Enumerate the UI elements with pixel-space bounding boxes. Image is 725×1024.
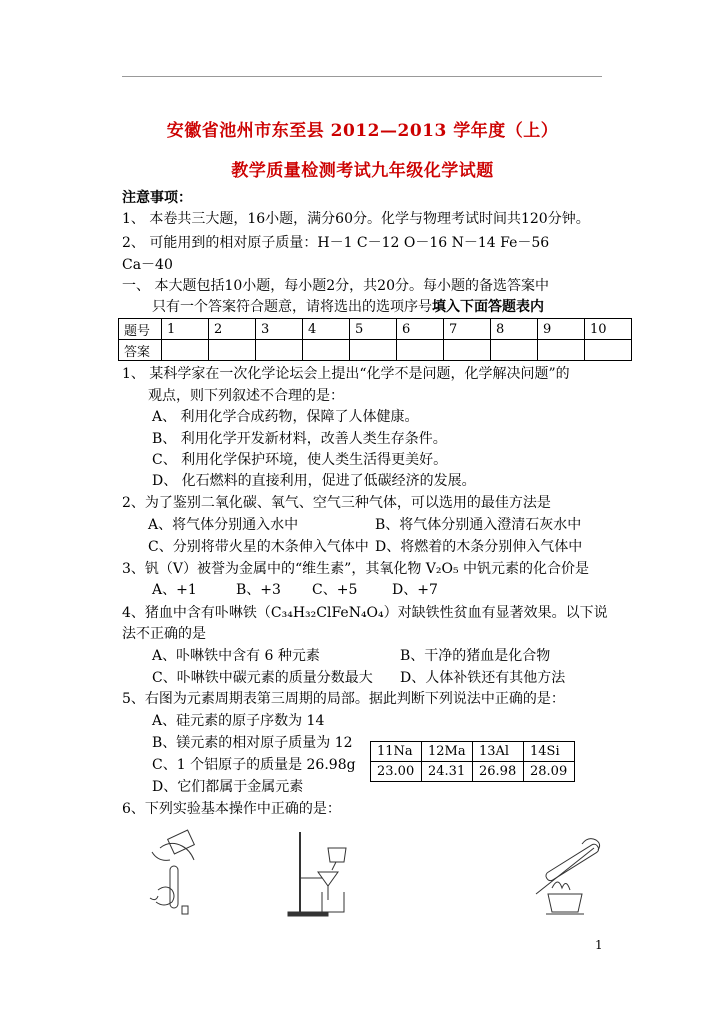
q1-option-b: B、 利用化学开发新材料，改善人类生存条件。: [152, 431, 447, 447]
answer-cell[interactable]: [585, 340, 632, 361]
answer-table-number: 5: [350, 319, 397, 340]
q4-option-b: B、干净的猪血是化合物: [400, 648, 551, 664]
section-1-intro: 一、 本大题包括10小题，每小题2分，共20分。每小题的备选答案中: [122, 278, 549, 294]
q5-option-a: A、硅元素的原子序数为 14: [152, 713, 325, 729]
periodic-table-fragment: [370, 741, 575, 782]
header-rule: [122, 76, 602, 77]
q2-stem: 2、为了鉴别二氧化碳、氧气、空气三种气体，可以选用的最佳方法是: [122, 495, 551, 511]
q5-option-c: C、1 个铝原子的质量是 26.98g: [152, 757, 356, 773]
element-mass-cell: 23.00: [371, 762, 422, 782]
periodic-table-symbol-row: [371, 742, 575, 762]
element-symbol-cell: 12Ma: [422, 742, 473, 762]
q2-option-b: B、将气体分别通入澄清石灰水中: [375, 517, 582, 533]
title-line-1: 安徽省池州市东至县 2012—2013 学年度（上）: [166, 121, 559, 141]
q1-option-a: A、 利用化学合成药物，保障了人体健康。: [152, 409, 419, 425]
answer-table-header-row: [119, 319, 632, 340]
answer-table: [118, 318, 632, 361]
q3-option-d: D、+7: [392, 582, 438, 598]
answer-table-number: 2: [209, 319, 256, 340]
answer-cell[interactable]: [303, 340, 350, 361]
answer-table-number: 9: [538, 319, 585, 340]
note-2: 2、 可能用到的相对原子质量：H－1 C－12 O－16 N－14 Fe－56: [122, 235, 550, 251]
q2-option-c: C、分别将带火星的木条伸入气体中: [148, 539, 369, 555]
q2-option-a: A、将气体分别通入水中: [148, 517, 299, 533]
answer-table-number: 6: [397, 319, 444, 340]
answer-cell[interactable]: [350, 340, 397, 361]
q1-option-d: D、 化石燃料的直接利用，促进了低碳经济的发展。: [152, 473, 476, 489]
pouring-liquid-illustration: [140, 828, 220, 920]
q4-stem-1: 4、猪血中含有卟啉铁（C₃₄H₃₂ClFeN₄O₄）对缺铁性贫血有显著效果。以下说: [122, 605, 608, 621]
answer-table-number: 4: [303, 319, 350, 340]
element-symbol-cell: 11Na: [371, 742, 422, 762]
answer-table-number: 8: [491, 319, 538, 340]
section-1-instruction-bold: 填入下面答题表内: [432, 299, 544, 315]
notes-heading: 注意事项：: [122, 190, 192, 206]
q6-stem: 6、下列实验基本操作中正确的是：: [122, 801, 341, 817]
answer-table-number: 1: [162, 319, 209, 340]
q1-option-c: C、 利用化学保护环境，使人类生活得更美好。: [152, 452, 448, 468]
answer-table-row1-label: 题号: [119, 319, 162, 340]
q4-option-c: C、卟啉铁中碳元素的质量分数最大: [152, 670, 373, 686]
q4-option-a: A、卟啉铁中含有 6 种元素: [152, 648, 320, 664]
filtration-illustration: [282, 828, 372, 920]
q5-option-d: D、它们都属于金属元素: [152, 779, 304, 795]
periodic-table-mass-row: [371, 762, 575, 782]
note-2-continued: Ca－40: [122, 257, 173, 273]
q3-option-a: A、+1: [152, 582, 197, 598]
answer-cell[interactable]: [491, 340, 538, 361]
section-1-instruction: [152, 297, 544, 317]
element-mass-cell: 28.09: [524, 762, 575, 782]
element-symbol-cell: 13Al: [473, 742, 524, 762]
section-1-instruction-text: 只有一个答案符合题意，请将选出的选项序号: [152, 299, 432, 315]
q4-stem-2: 法不正确的是: [122, 626, 206, 642]
element-mass-cell: 24.31: [422, 762, 473, 782]
answer-table-number: 3: [256, 319, 303, 340]
q5-stem: 5、右图为元素周期表第三周期的局部。据此判断下列说法中正确的是：: [122, 691, 565, 707]
answer-cell[interactable]: [538, 340, 585, 361]
heating-test-tube-illustration: [522, 824, 612, 920]
answer-cell[interactable]: [397, 340, 444, 361]
title-line-2: 教学质量检测考试九年级化学试题: [231, 161, 494, 181]
q1-stem-2: 观点，则下列叙述不合理的是：: [148, 388, 344, 404]
answer-table-number: 10: [585, 319, 632, 340]
page-number: 1: [595, 938, 603, 952]
answer-cell[interactable]: [444, 340, 491, 361]
answer-cell[interactable]: [256, 340, 303, 361]
q3-option-c: C、+5: [312, 582, 358, 598]
q5-option-b: B、镁元素的相对原子质量为 12: [152, 735, 353, 751]
element-mass-cell: 26.98: [473, 762, 524, 782]
note-1: 1、 本卷共三大题，16小题，满分60分。化学与物理考试时间共120分钟。: [122, 211, 590, 227]
answer-table-answer-row: [119, 340, 632, 361]
element-symbol-cell: 14Si: [524, 742, 575, 762]
q1-stem-1: 1、 某科学家在一次化学论坛会上提出“化学不是问题，化学解决问题”的: [122, 366, 570, 382]
answer-table-number: 7: [444, 319, 491, 340]
q3-stem: 3、钒（V）被誉为金属中的“维生素”，其氧化物 V₂O₅ 中钒元素的化合价是: [122, 561, 590, 577]
q2-option-d: D、将燃着的木条分别伸入气体中: [375, 539, 583, 555]
answer-cell[interactable]: [162, 340, 209, 361]
answer-cell[interactable]: [209, 340, 256, 361]
answer-table-row2-label: 答案: [119, 340, 162, 361]
q4-option-d: D、人体补铁还有其他方法: [400, 670, 566, 686]
q3-option-b: B、+3: [236, 582, 281, 598]
